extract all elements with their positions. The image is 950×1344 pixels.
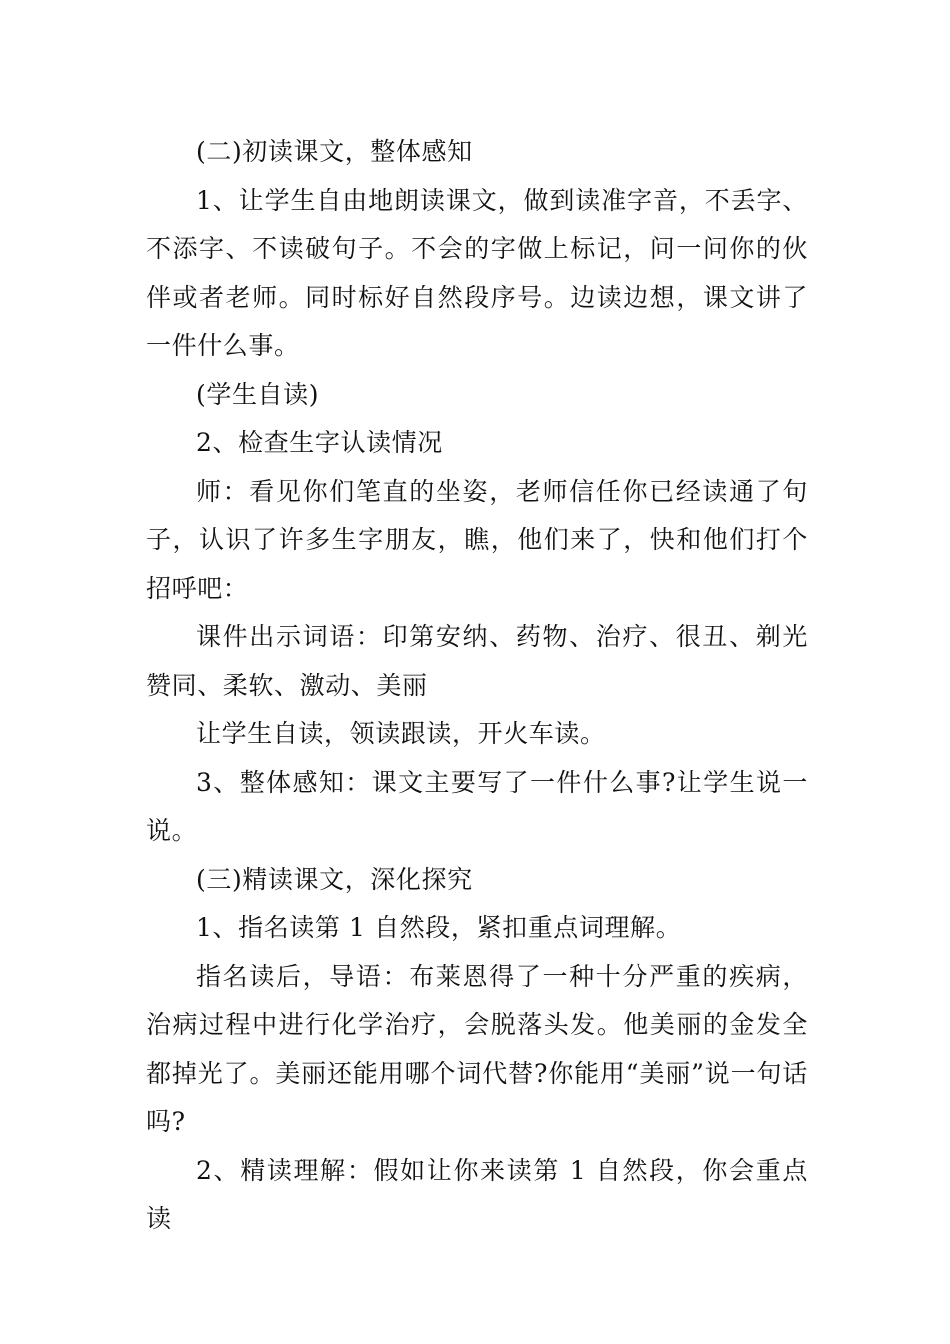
paragraph-guided-intro: 指名读后，导语：布莱恩得了一种十分严重的疾病，治病过程中进行化学治疗，会脱落头发。他美丽的金发全都掉光了。美丽还能用哪个词代替?你能用“美丽”说一句话吗? — [146, 961, 808, 1136]
paragraph-first-section-reading: 1、指名读第 1 自然段，紧扣重点词理解。 — [196, 913, 682, 942]
paragraph-teacher-speech: 师：看见你们笔直的坐姿，老师信任你已经读通了句子，认识了许多生字朋友，瞧，他们来了，快和他们打个招呼吧： — [146, 476, 808, 603]
paragraph-self-reading-note: (学生自读) — [196, 379, 320, 409]
paragraph-vocabulary-list: 课件出示词语：印第安纳、药物、治疗、很丑、剃光赞同、柔软、激动、美丽 — [146, 622, 808, 700]
section-heading-close-reading: (三)精读课文，深化探究 — [196, 864, 473, 894]
paragraph-check-characters: 2、检查生字认读情况 — [196, 428, 443, 457]
paragraph-reading-methods: 让学生自读，领读跟读，开火车读。 — [196, 719, 606, 748]
paragraph-free-reading: 1、让学生自由地朗读课文，做到读准字音，不丢字、不添字、不读破句子。不会的字做上标记，问一问你的伙伴或者老师。同时标好自然段序号。边读边想，课文讲了一件什么事。 — [146, 185, 808, 360]
paragraph-close-reading-understanding: 2、精读理解：假如让你来读第 1 自然段，你会重点读 — [146, 1155, 808, 1233]
document-body — [146, 128, 808, 1244]
section-heading-first-reading: (二)初读课文，整体感知 — [196, 137, 473, 166]
paragraph-overall-perception: 3、整体感知：课文主要写了一件什么事?让学生说一说。 — [146, 767, 808, 845]
